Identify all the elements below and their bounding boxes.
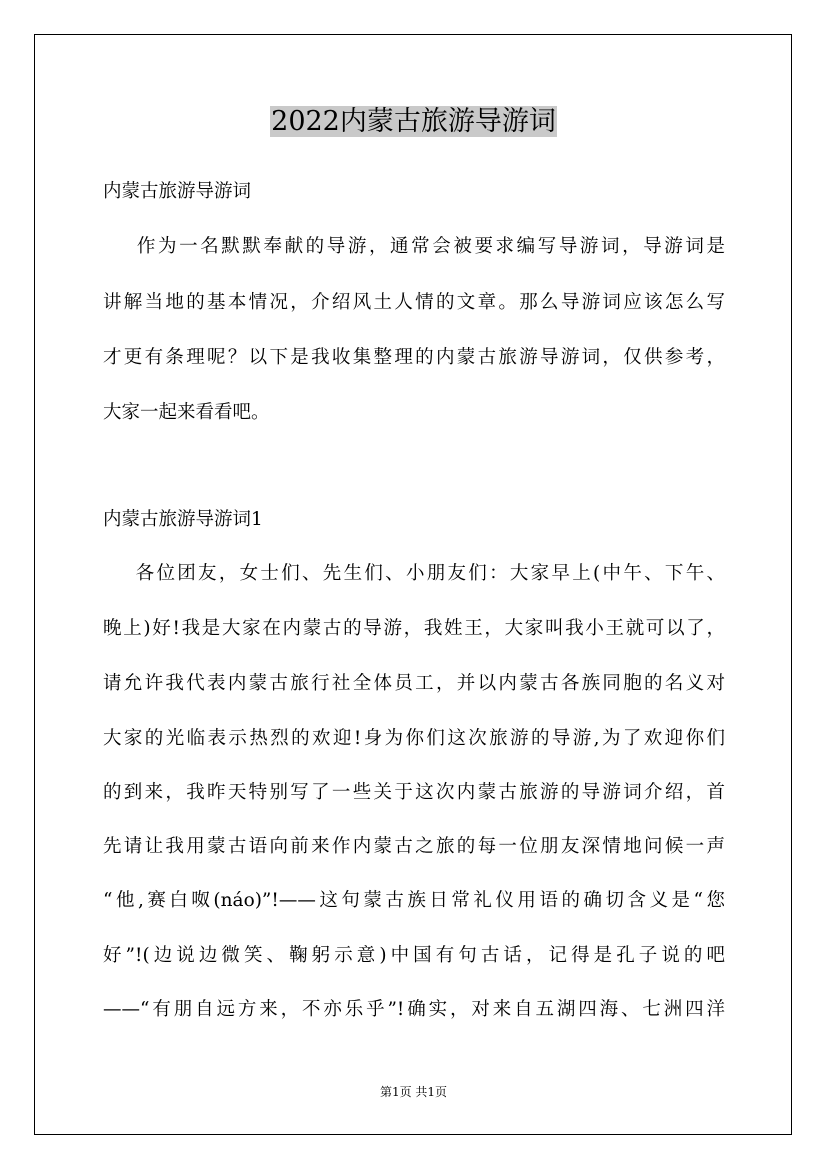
section-heading: 内蒙古旅游导游词 [103, 181, 252, 202]
body-paragraph-line: 好”!(边说边微笑、鞠躬示意)中国有句古话，记得是孔子说的吧 [103, 945, 725, 966]
body-paragraph-line: 晚上)好!我是大家在内蒙古的导游，我姓王，大家叫我小王就可以了， [103, 618, 725, 639]
intro-paragraph-line: 讲解当地的基本情况，介绍风土人情的文章。那么导游词应该怎么写 [103, 292, 725, 313]
body-paragraph-line: 各位团友，女士们、先生们、小朋友们：大家早上(中午、下午、 [103, 563, 725, 584]
body-paragraph-line: 的到来，我昨天特别写了一些关于这次内蒙古旅游的导游词介绍，首 [103, 782, 725, 803]
body-paragraph-line: “他,赛白呶(náo)”!——这句蒙古族日常礼仪用语的确切含义是“您 [103, 890, 725, 911]
body-paragraph-line: 先请让我用蒙古语向前来作内蒙古之旅的每一位朋友深情地问候一声 [103, 836, 725, 857]
page-footer: 第1页 共1页 [379, 1085, 448, 1099]
body-paragraph-line: ——“有朋自远方来，不亦乐乎”!确实，对来自五湖四海、七洲四洋 [103, 999, 725, 1020]
intro-paragraph-line: 大家一起来看看吧。 [103, 402, 270, 423]
section-heading: 内蒙古旅游导游词1 [103, 509, 263, 530]
body-paragraph-line: 请允许我代表内蒙古旅行社全体员工，并以内蒙古各族同胞的名义对 [103, 673, 725, 694]
body-paragraph-line: 大家的光临表示热烈的欢迎!身为你们这次旅游的导游,为了欢迎你们 [103, 728, 725, 749]
document-title-text: 2022内蒙古旅游导游词 [271, 106, 556, 137]
intro-paragraph-line: 作为一名默默奉献的导游，通常会被要求编写导游词，导游词是 [103, 236, 725, 257]
intro-paragraph-line: 才更有条理呢？以下是我收集整理的内蒙古旅游导游词，仅供参考， [103, 347, 725, 368]
document-title [0, 100, 827, 144]
